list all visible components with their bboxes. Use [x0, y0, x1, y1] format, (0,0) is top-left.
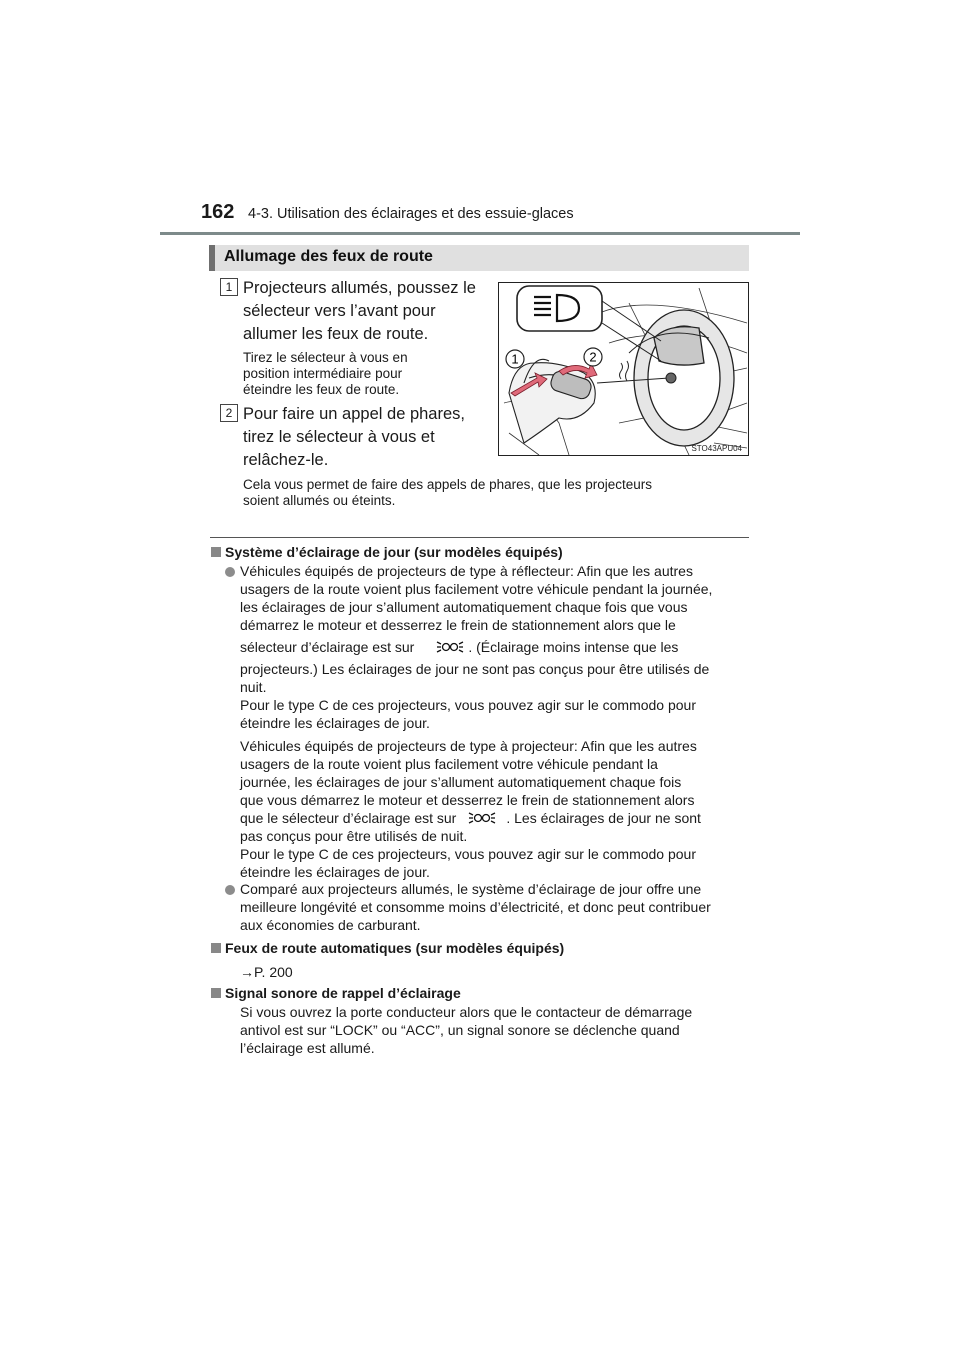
drl-b1-icon-line-post: . (Éclairage moins intense que les: [468, 639, 679, 655]
reminder-line: antivol est sur “LOCK” ou “ACC”, un signal sonore se déclenche quand: [240, 1022, 680, 1038]
section-title: Allumage des feux de route: [224, 248, 433, 265]
figure-code: STO43APU04: [691, 444, 742, 453]
page-number: 162: [201, 201, 235, 223]
step-2-line: tirez le sélecteur à vous et: [243, 428, 435, 446]
drl-sub-line: que vous démarrez le moteur et desserrez le frein de stationnement alors: [240, 792, 695, 808]
step-number-1: 1: [220, 278, 238, 296]
auto-high-beam-heading-text: Feux de route automatiques (sur modèles équipés): [225, 940, 565, 956]
header-rule: [160, 232, 800, 235]
step-1-line: sélecteur vers l’avant pour: [243, 302, 436, 320]
reminder-line: Si vous ouvrez la porte conducteur alors que le contacteur de démarrage: [240, 1004, 693, 1020]
drl-sub-icon-line-pre: que le sélecteur d’éclairage est sur: [240, 810, 457, 826]
drl-sub-line: éteindre les éclairages de jour.: [240, 864, 430, 880]
round-bullet-icon: [225, 885, 235, 895]
drl-bullet-1: [240, 562, 749, 732]
step-2-text: [243, 403, 478, 472]
drl-b2-line: Comparé aux projecteurs allumés, le système d’éclairage de jour offre une: [240, 881, 702, 897]
drl-b1-line: projecteurs.) Les éclairages de jour ne sont pas conçus pour être utilisés de: [240, 661, 710, 677]
drl-sub-line: pas conçus pour être utilisés de nuit.: [240, 828, 468, 844]
drl-projector-paragraph: [240, 737, 744, 881]
page-reference-link[interactable]: →P. 200: [240, 964, 293, 980]
step-2-note-line: Cela vous permet de faire des appels de phares, que les projecteurs: [243, 477, 652, 492]
drl-b1-line: usagers de la route voient plus facilement votre véhicule pendant la journée,: [240, 581, 713, 597]
step-2-note: [243, 477, 749, 509]
step-1-note-line: éteindre les feux de route.: [243, 382, 400, 397]
headlight-lever-illustration: [498, 282, 749, 456]
drl-heading-text: Système d’éclairage de jour (sur modèles équipés): [225, 544, 563, 560]
drl-b1-line: Pour le type C de ces projecteurs, vous pouvez agir sur le commodo pour: [240, 697, 697, 713]
drl-b1-icon-line: [240, 638, 749, 656]
step-1-note-line: position intermédiaire pour: [243, 366, 403, 381]
drl-bullet-2: [240, 880, 749, 934]
callout-2: 2: [589, 349, 597, 365]
step-2-line: relâchez-le.: [243, 451, 329, 469]
section-title-bar: [209, 245, 215, 271]
reminder-heading-text: Signal sonore de rappel d’éclairage: [225, 985, 461, 1001]
auto-high-beam-heading: [211, 940, 564, 956]
separator-rule: [210, 537, 749, 538]
drl-b2-line: meilleure longévité et consomme moins d’électricité, et donc peut contribuer: [240, 899, 711, 915]
step-1-line: Projecteurs allumés, poussez le: [243, 279, 476, 297]
daytime-lights-icon: [468, 810, 496, 826]
step-1-text: [243, 277, 478, 346]
drl-sub-line: Pour le type C de ces projecteurs, vous pouvez agir sur le commodo pour: [240, 846, 697, 862]
drl-b1-line: Véhicules équipés de projecteurs de type à réflecteur: Afin que les autres: [240, 563, 693, 579]
drl-sub-icon-line-post: . Les éclairages de jour ne sont: [506, 810, 701, 826]
round-bullet-icon: [225, 567, 235, 577]
drl-sub-line: Véhicules équipés de projecteurs de type à projecteur: Afin que les autres: [240, 738, 697, 754]
drl-sub-icon-line: [240, 809, 744, 827]
drl-sub-line: usagers de la route voient plus facilement votre véhicule pendant la: [240, 756, 658, 772]
step-1-line: allumer les feux de route.: [243, 325, 429, 343]
square-bullet-icon: [211, 988, 221, 998]
drl-b1-line: nuit.: [240, 679, 267, 695]
step-number-2: 2: [220, 404, 238, 422]
drl-b1-line: démarrez le moteur et desserrez le frein de stationnement alors que le: [240, 617, 676, 633]
reminder-line: l’éclairage est allumé.: [240, 1040, 375, 1056]
drl-b2-line: aux économies de carburant.: [240, 917, 421, 933]
running-header: 4-3. Utilisation des éclairages et des essuie-glaces: [248, 206, 574, 222]
square-bullet-icon: [211, 547, 221, 557]
step-2-line: Pour faire un appel de phares,: [243, 405, 465, 423]
reminder-heading: [211, 985, 461, 1001]
drl-b1-line: les éclairages de jour s’allument automatiquement chaque fois que vous: [240, 599, 688, 615]
drl-heading: [211, 544, 563, 560]
steering-wheel-lever-drawing: [499, 283, 748, 455]
daytime-lights-icon: [436, 639, 464, 655]
reminder-paragraph: [240, 1003, 744, 1057]
step-1-note: [243, 350, 478, 398]
drl-b1-line: éteindre les éclairages de jour.: [240, 715, 430, 731]
drl-sub-line: journée, les éclairages de jour s’allument automatiquement chaque fois: [240, 774, 682, 790]
drl-b1-icon-line-pre: sélecteur d’éclairage est sur: [240, 639, 415, 655]
section-title-box: [209, 245, 749, 271]
callout-1: 1: [511, 351, 519, 367]
square-bullet-icon: [211, 943, 221, 953]
step-2-note-line: soient allumés ou éteints.: [243, 493, 396, 508]
step-1-note-line: Tirez le sélecteur à vous en: [243, 350, 408, 365]
